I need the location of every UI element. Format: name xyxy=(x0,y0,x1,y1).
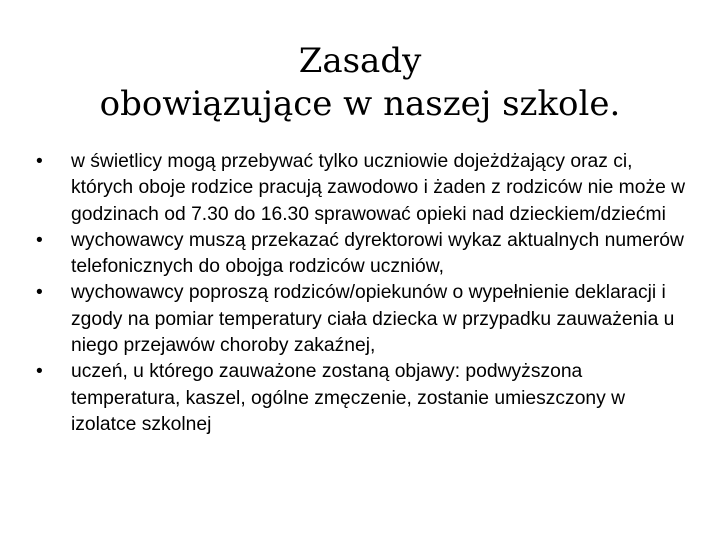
bullet-text: w świetlicy mogą przebywać tylko uczniowie dojeżdżający oraz ci, których oboje rodzice pracują zawodowo i żaden z rodziców nie może w godzinach od 7.30 do 16.30 sprawować opieki nad dzieckiem/dziećmi xyxy=(71,151,686,225)
list-item xyxy=(36,359,688,438)
slide-title-line-2: obowiązujące w naszej szkole. xyxy=(99,84,621,124)
bullet-list xyxy=(36,149,688,438)
slide-title xyxy=(36,40,684,126)
list-item xyxy=(36,280,688,359)
bullet-icon: • xyxy=(36,361,43,383)
bullet-text: wychowawcy poproszą rodziców/opiekunów o wypełnienie deklaracji i zgody na pomiar temperatury ciała dziecka w przypadku zauważenia u niego przejawów choroby zakaźnej, xyxy=(71,282,675,357)
list-item xyxy=(36,228,688,281)
bullet-icon: • xyxy=(36,151,43,172)
bullet-icon: • xyxy=(36,229,43,251)
bullet-text: uczeń, u którego zauważone zostaną objawy: podwyższona temperatura, kaszel, ogólne zmęczenie, zostanie umieszczony w izolatce szkolnej xyxy=(71,361,626,435)
bullet-icon: • xyxy=(36,282,43,304)
bullet-text: wychowawcy muszą przekazać dyrektorowi wykaz aktualnych numerów telefonicznych do obojga rodziców uczniów, xyxy=(71,229,684,278)
list-item xyxy=(36,149,688,228)
slide-title-line-1: Zasady xyxy=(298,41,422,81)
